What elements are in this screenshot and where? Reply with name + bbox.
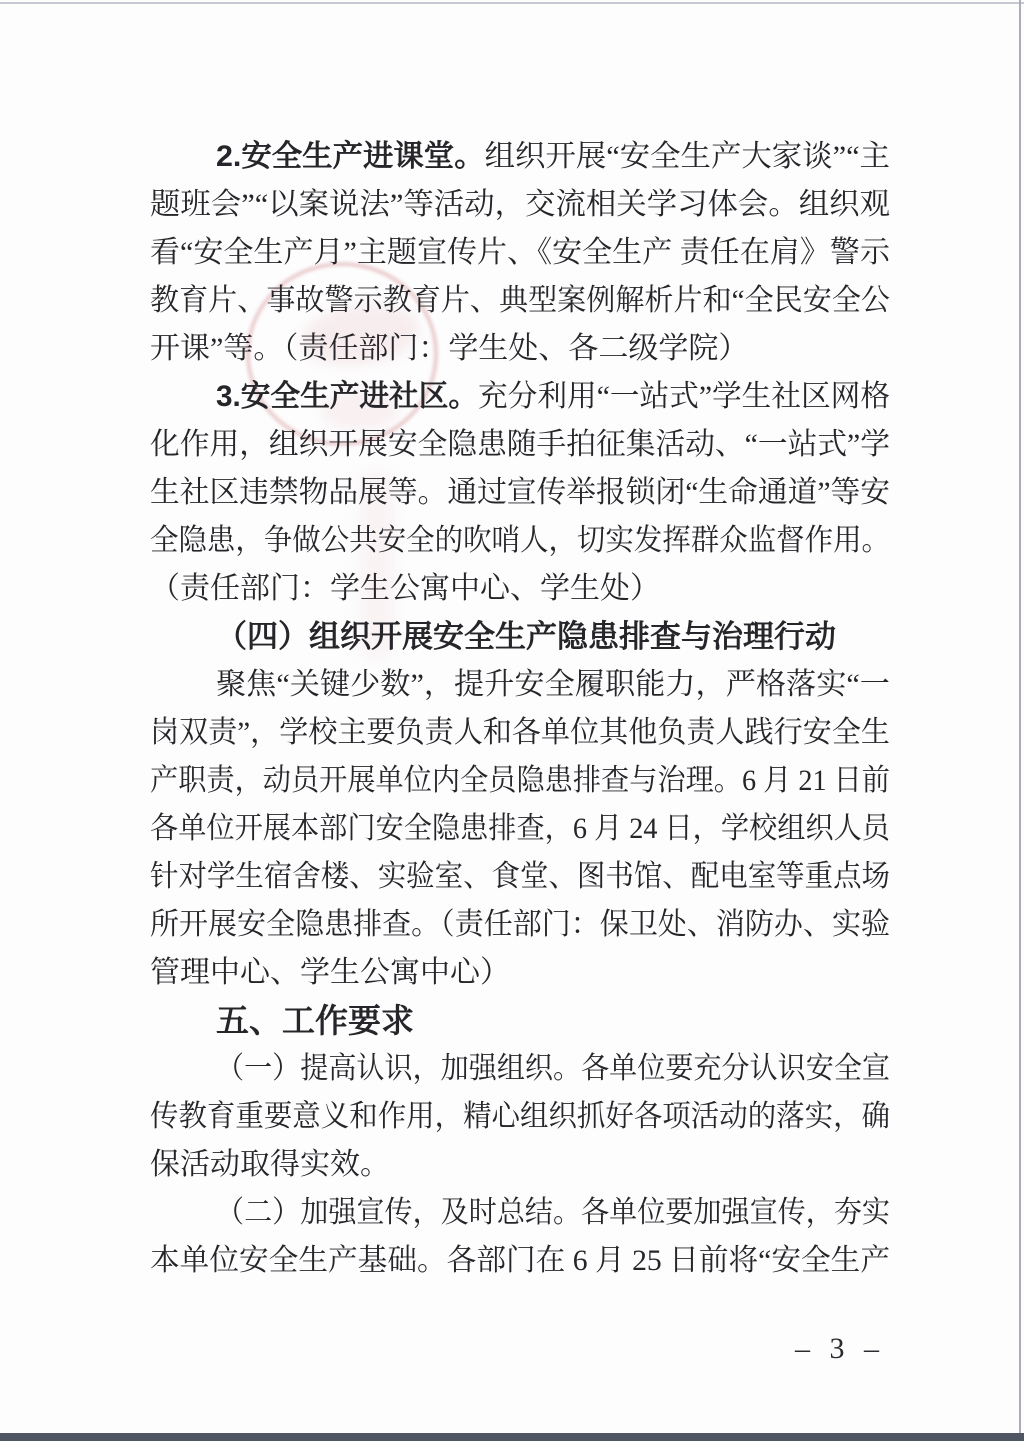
document-line-text: 本单位安全生产基础。各部门在 6 月 25 日前将“安全生产 (150, 1244, 890, 1277)
document-line (150, 421, 890, 469)
document-line (150, 1093, 890, 1141)
document-line-text: 针对学生宿舍楼、实验室、食堂、图书馆、配电室等重点场 (150, 860, 890, 893)
document-line (150, 709, 890, 757)
document-line-text: 产职责，动员开展单位内全员隐患排查与治理。6 月 21 日前 (150, 764, 890, 797)
document-line-text: 看“安全生产月”主题宣传片、《安全生产 责任在肩》警示 (150, 236, 890, 269)
document-line-text: 管理中心、学生公寓中心） (150, 956, 510, 989)
document-line-text: 传教育重要意义和作用，精心组织抓好各项活动的落实，确 (150, 1100, 890, 1133)
document-line (150, 805, 890, 853)
document-line (150, 1045, 890, 1093)
document-line (150, 181, 890, 229)
document-line-text: 保活动取得实效。 (150, 1148, 390, 1181)
document-line (150, 949, 890, 997)
document-line-text: 全隐患，争做公共安全的吹哨人，切实发挥群众监督作用。 (150, 524, 890, 557)
document-line (150, 901, 890, 949)
document-line (150, 133, 890, 181)
document-line-text: 2.安全生产进课堂。组织开展“安全生产大家谈”“主 (216, 140, 890, 173)
document-line-text: （责任部门：学生公寓中心、学生处） (150, 572, 660, 605)
document-line-text: 化作用，组织开展安全隐患随手拍征集活动、“一站式”学 (150, 428, 890, 461)
document-line (150, 853, 890, 901)
document-line-text: （一）提高认识，加强组织。各单位要充分认识安全宣 (216, 1052, 890, 1085)
document-line-text: （二）加强宣传，及时总结。各单位要加强宣传，夯实 (216, 1196, 890, 1229)
document-line-text: 五、工作要求 (216, 1002, 414, 1039)
document-line-text: 所开展安全隐患排查。（责任部门：保卫处、消防办、实验 (150, 908, 890, 941)
document-line (150, 1189, 890, 1237)
document-line-text: 各单位开展本部门安全隐患排查，6 月 24 日，学校组织人员 (150, 812, 890, 845)
document-line (150, 517, 890, 565)
document-body (150, 133, 890, 1285)
document-line (150, 229, 890, 277)
document-line (150, 1141, 890, 1189)
document-line (150, 277, 890, 325)
scan-edge-right (1019, 0, 1021, 1441)
document-line-text: 3.安全生产进社区。充分利用“一站式”学生社区网格 (216, 380, 890, 413)
document-line (150, 325, 890, 373)
document-line-text: 开课”等。（责任部门：学生处、各二级学院） (150, 332, 749, 365)
scan-edge-top (0, 2, 1024, 4)
document-line-text: 岗双责”，学校主要负责人和各单位其他负责人践行安全生 (150, 716, 890, 749)
document-line (150, 997, 890, 1045)
scanner-bottom-bar (0, 1433, 1024, 1441)
document-line (150, 757, 890, 805)
document-line-text: 生社区违禁物品展等。通过宣传举报锁闭“生命通道”等安 (150, 476, 890, 509)
document-line (150, 373, 890, 421)
document-line (150, 613, 890, 661)
document-line (150, 565, 890, 613)
page-number: – 3 – (795, 1332, 885, 1365)
document-line (150, 1237, 890, 1285)
document-line-text: 题班会”“以案说法”等活动，交流相关学习体会。组织观 (150, 188, 891, 221)
document-line (150, 469, 890, 517)
document-line-text: （四）组织开展安全生产隐患排查与治理行动 (216, 619, 836, 654)
document-line (150, 661, 890, 709)
document-line-text: 聚焦“关键少数”，提升安全履职能力，严格落实“一 (216, 668, 890, 701)
document-line-text: 教育片、事故警示教育片、典型案例解析片和“全民安全公 (150, 284, 890, 317)
